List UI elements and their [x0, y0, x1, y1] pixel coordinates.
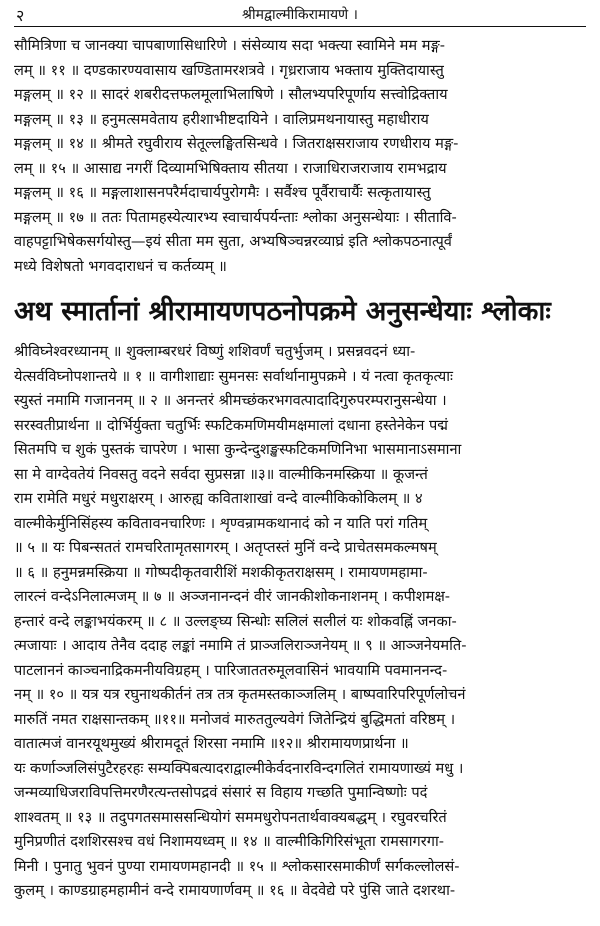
text-line: मिनी । पुनातु भुवनं पुण्या रामायणमहानदी ॥ १५ ॥ श्लोकसारसमाकीर्णं सर्गकल्लोलसं-: [14, 857, 460, 875]
text-line: जन्मव्याधिजराविपत्तिमरणैरत्यन्तसोपद्रवं संसारं स विहाय गच्छति पुमान्विष्णोः पदं: [14, 784, 428, 801]
text-line: नम् ॥ १० ॥ यत्र यत्र रघुनाथकीर्तनं तत्र तत्र कृतमस्तकाञ्जलिम् । बाष्पवारिपरिपूर्णलोचनं: [14, 686, 466, 703]
text-line: मङ्गलम् ॥ १६ ॥ मङ्गलाशासनपरैर्मदाचार्यपुरोगमैः । सर्वैश्च पूर्वैराचार्यैः सत्कृतायास्तु: [14, 184, 431, 201]
text-line: लम् ॥ १५ ॥ आसाद्य नगरीं दिव्यामभिषिक्ताय सीतया । राजाधिराजराजाय रामभद्राय: [14, 159, 447, 177]
text-line: सौमित्रिणा च जानक्या चापबाणासिधारिणे । संसेव्याय सदा भक्त्या स्वामिने मम मङ्ग-: [14, 37, 445, 54]
text-line: वातात्मजं वानरयूथमुख्यं श्रीरामदूतं शिरसा नमामि ॥१२॥ श्रीरामायणप्रार्थना ॥: [14, 735, 409, 752]
page-header: [14, 2, 586, 27]
text-line: पाटलाननं काञ्चनाद्रिकमनीयविग्रहम् । पारिजाततरुमूलवासिनं भावयामि पवमाननन्द-: [14, 661, 448, 679]
text-line: यः कर्णाञ्जलिसंपुटैरहरहः सम्यक्पिबत्यादराद्वाल्मीकेर्वदनारविन्दगलितं रामायणाख्यं मधु ।: [14, 759, 464, 777]
running-title: श्रीमद्वाल्मीकिरामायणे ।: [242, 7, 358, 23]
text-line: सरस्वतीप्रार्थना ॥ दोर्भिर्युक्ता चतुर्भिः स्फटिकमणिमयीमक्षमालां दधाना हस्तेनेकेन पद्मं: [14, 416, 448, 434]
text-line: मारुतिं नमत राक्षसान्तकम् ॥११॥ मनोजवं मारुततुल्यवेगं जितेन्द्रियं बुद्धिमतां वरिष्ठम् ।: [14, 710, 456, 728]
text-line: त्मजायाः । आदाय तेनैव ददाह लङ्कां नमामि तं प्राञ्जलिराञ्जनेयम् ॥ ९ ॥ आञ्जनेयमति-: [14, 637, 467, 654]
paragraph-smarta-shlokas: [14, 340, 586, 904]
text-line: सा मे वाग्देवतेयं निवसतु वदने सर्वदा सुप्रसन्ना ॥३॥ वाल्मीकिनमस्क्रिया ॥ कूजन्तं: [14, 465, 428, 483]
text-line: ॥ ५ ॥ यः पिबन्सततं रामचरितामृतसागरम् । अतृप्तस्तं मुनिं वन्दे प्राचेतसमकल्मषम्: [14, 539, 437, 556]
text-line: ॥ ६ ॥ हनुमन्नमस्क्रिया ॥ गोष्पदीकृतवारीशिं मशकीकृतराक्षसम् । रामायणमहामा-: [14, 563, 428, 581]
text-line: श्रीविघ्नेश्वरध्यानम् ॥ शुक्लाम्बरधरं विष्णुं शशिवर्णं चतुर्भुजम् । प्रसन्नवदनं ध्या-: [14, 343, 416, 360]
text-line: वाहपट्टाभिषेकसर्गयोस्तु—इयं सीता मम सुता, अभ्यषिञ्चन्नरव्याघ्रं इति श्लोकपठनात्पूर्वं: [14, 233, 452, 250]
text-line: कुलम् । काण्डग्राहमहामीनं वन्दे रामायणार्णवम् ॥ १६ ॥ वेदवेद्ये परे पुंसि जाते दशरथा-: [14, 882, 456, 899]
text-line: मङ्गलम् ॥ १७ ॥ ततः पितामहस्येत्यारभ्य स्वाचार्यपर्यन्ताः श्लोका अनुसन्धेयाः । सीतावि-: [14, 208, 457, 226]
text-line: लम् ॥ ११ ॥ दण्डकारण्यवासाय खण्डितामरशत्रवे । गृध्रराजाय भक्ताय मुक्तिदायास्तु: [14, 61, 444, 79]
text-line: राम रामेति मधुरं मधुराक्षरम् । आरुह्य कविताशाखां वन्दे वाल्मीकिकोकिलम् ॥ ४: [14, 490, 423, 507]
page-number: २: [16, 6, 25, 25]
text-line: मध्ये विशेषतो भगवदाराधनं च कर्तव्यम् ॥: [14, 257, 227, 275]
text-line: हन्तारं वन्दे लङ्काभयंकरम् ॥ ८ ॥ उल्लङ्घ्य सिन्धोः सलिलं सलीलं यः शोकवह्निं जनका-: [14, 612, 457, 630]
text-line: मङ्गलम् ॥ १३ ॥ हनुमत्समवेताय हरीशाभीष्टदायिने । वालिप्रमथनायास्तु महाधीराय: [14, 110, 429, 128]
text-line: येत्सर्वविघ्नोपशान्तये ॥ १ ॥ वागीशाद्याः सुमनसः सर्वार्थानामुपक्रमे । यं नत्वा कृतकृत्याः: [14, 367, 453, 385]
text-line: सितमपि च शुकं पुस्तकं चापरेण । भासा कुन्देन्दुशङ्खस्फटिकमणिनिभा भासमानाऽसमाना: [14, 441, 462, 458]
text-line: मुनिप्रणीतं दशशिरसश्च वधं निशामयध्वम् ॥ १४ ॥ वाल्मीकिगिरिसंभूता रामसागरगा-: [14, 833, 444, 850]
text-line: मङ्गलम् ॥ १४ ॥ श्रीमते रघुवीराय सेतूल्लङ्घितसिन्धवे । जितराक्षसराजाय रणधीराय मङ्ग-: [14, 135, 459, 152]
text-line: मङ्गलम् ॥ १२ ॥ सादरं शबरीदत्तफलमूलाभिलाषिणे । सौलभ्यपरिपूर्णाय सत्त्वोद्रिक्ताय: [14, 86, 448, 103]
text-line: वाल्मीकेर्मुनिसिंहस्य कवितावनचारिणः । शृण्वन्रामकथानादं को न याति परां गतिम्: [14, 514, 428, 532]
section-heading: अथ स्मार्तानां श्रीरामायणपठनोपक्रमे अनुसन्धेयाः श्लोकाः: [14, 296, 551, 327]
text-line: स्युस्तं नमामि गजाननम् ॥ २ ॥ अनन्तरं श्रीमच्छंकरभगवत्पादादिगुरुपरम्परानुसन्धेया ।: [14, 392, 447, 409]
paragraph-mangala-shlokas: [14, 34, 586, 279]
text-line: शाश्वतम् ॥ १३ ॥ तदुपगतसमाससन्धियोगं सममधुरोपनतार्थवाक्यबद्धम् । रघुवरचरितं: [14, 808, 447, 826]
text-line: लारत्नं वन्देऽनिलात्मजम् ॥ ७ ॥ अञ्जनानन्दनं वीरं जानकीशोकनाशनम् । कपीशमक्ष-: [14, 588, 451, 605]
